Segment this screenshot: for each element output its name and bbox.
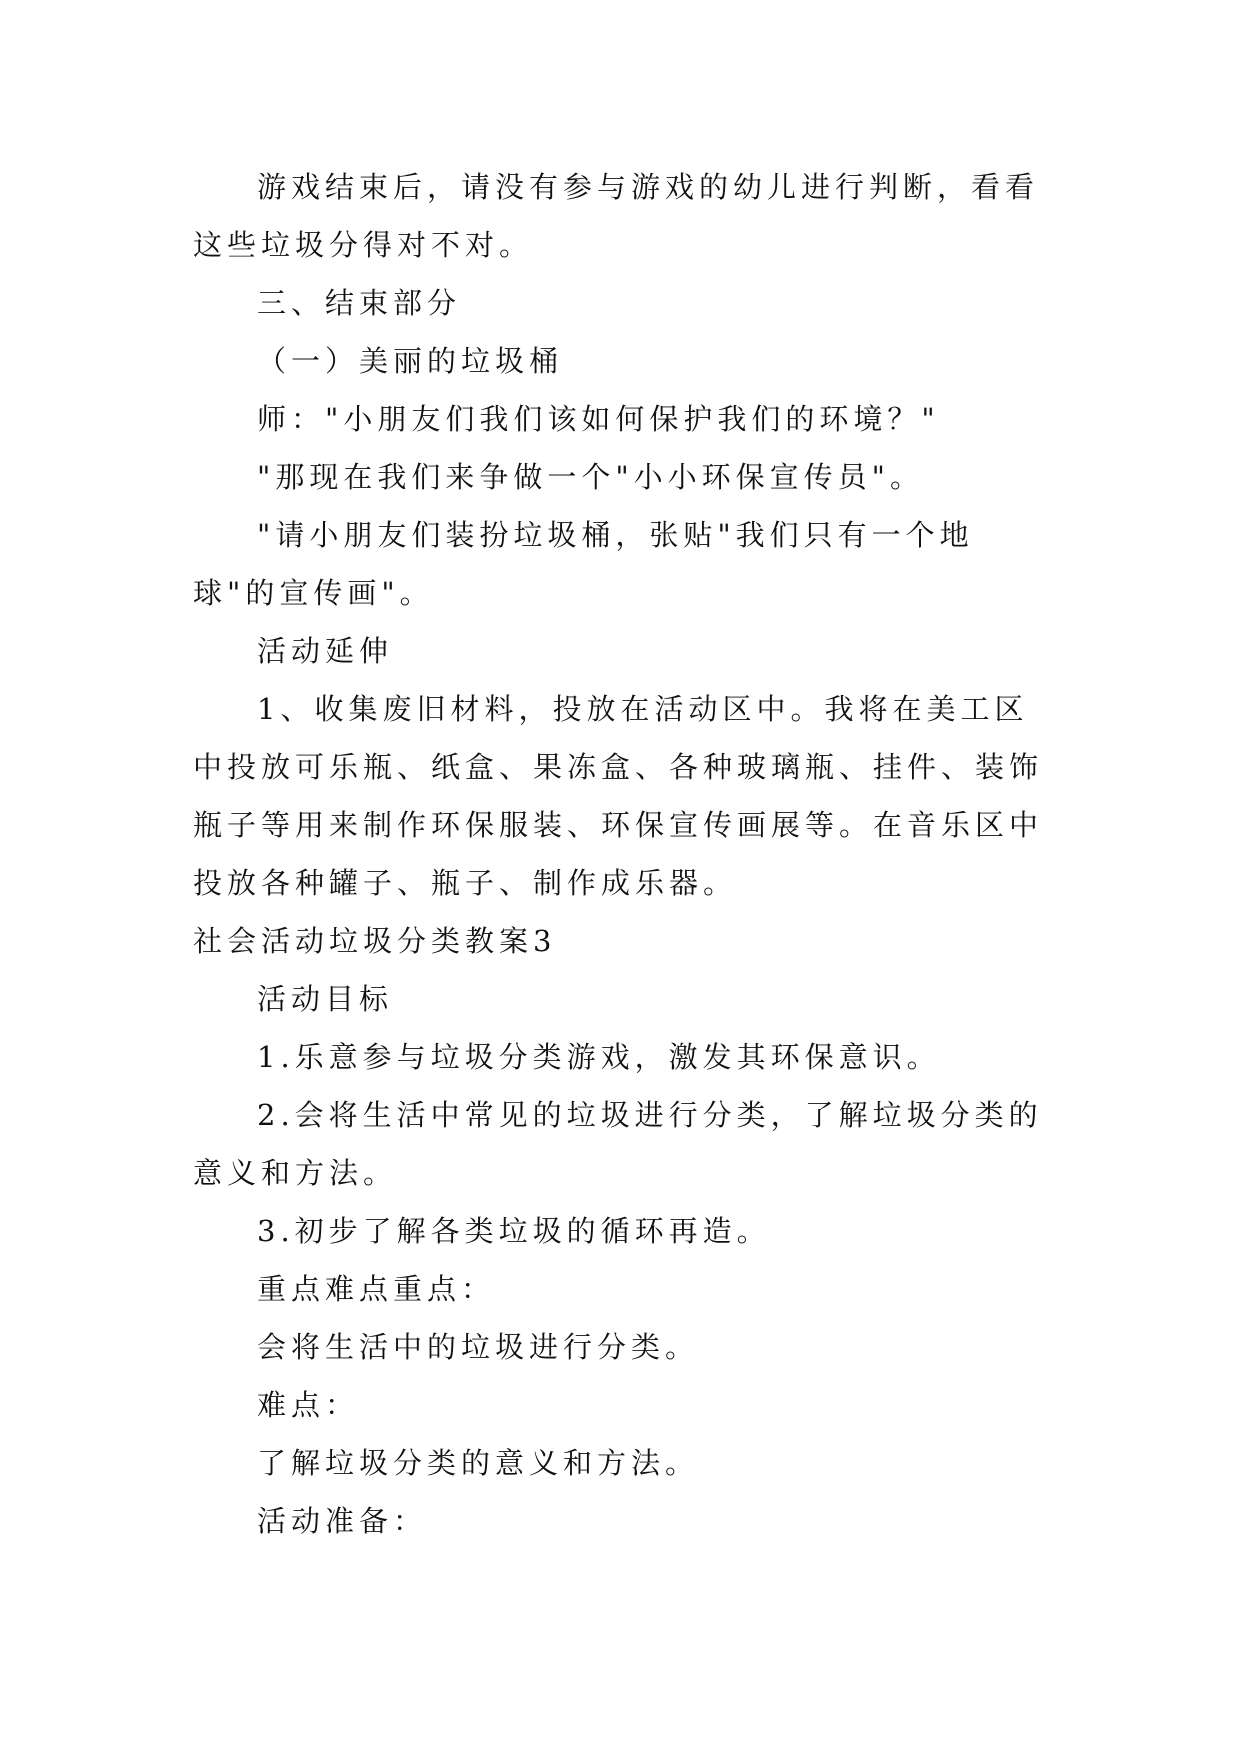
document-body — [193, 158, 1053, 1550]
heading-difficulty: 难点： — [257, 1388, 360, 1422]
paragraph-decorate-bin: "请小朋友们装扮垃圾桶，张贴"我们只有一个地球"的宣传画"。 — [193, 518, 974, 610]
heading-beautiful-bin: （一）美丽的垃圾桶 — [257, 344, 564, 378]
heading-preparation: 活动准备： — [257, 1504, 428, 1538]
goal-item-3: 3.初步了解各类垃圾的循环再造。 — [257, 1214, 771, 1248]
paragraph-difficulty: 了解垃圾分类的意义和方法。 — [257, 1446, 700, 1480]
goal-item-2: 2.会将生活中常见的垃圾进行分类，了解垃圾分类的意义和方法。 — [193, 1098, 1043, 1190]
section-title-lesson-3: 社会活动垃圾分类教案3 — [193, 924, 557, 958]
heading-activity-extension: 活动延伸 — [257, 634, 394, 668]
heading-key-points: 重点难点重点： — [257, 1272, 496, 1306]
goal-item-1: 1.乐意参与垃圾分类游戏，激发其环保意识。 — [257, 1040, 941, 1074]
heading-part-three: 三、结束部分 — [257, 286, 462, 320]
paragraph-teacher-question: 师："小朋友们我们该如何保护我们的环境？" — [257, 402, 940, 436]
paragraph-game-end: 游戏结束后，请没有参与游戏的幼儿进行判断，看看这些垃圾分得对不对。 — [193, 170, 1040, 262]
heading-activity-goals: 活动目标 — [257, 982, 394, 1016]
paragraph-collect-materials: 1、收集废旧材料，投放在活动区中。我将在美工区中投放可乐瓶、纸盒、果冻盒、各种玻璃瓶、挂件、装饰瓶子等用来制作环保服装、环保宣传画展等。在音乐区中投放各种罐子、瓶子、制作成乐器。 — [193, 692, 1044, 900]
paragraph-key-point: 会将生活中的垃圾进行分类。 — [257, 1330, 700, 1364]
paragraph-propagandist: "那现在我们来争做一个"小小环保宣传员"。 — [257, 460, 925, 494]
